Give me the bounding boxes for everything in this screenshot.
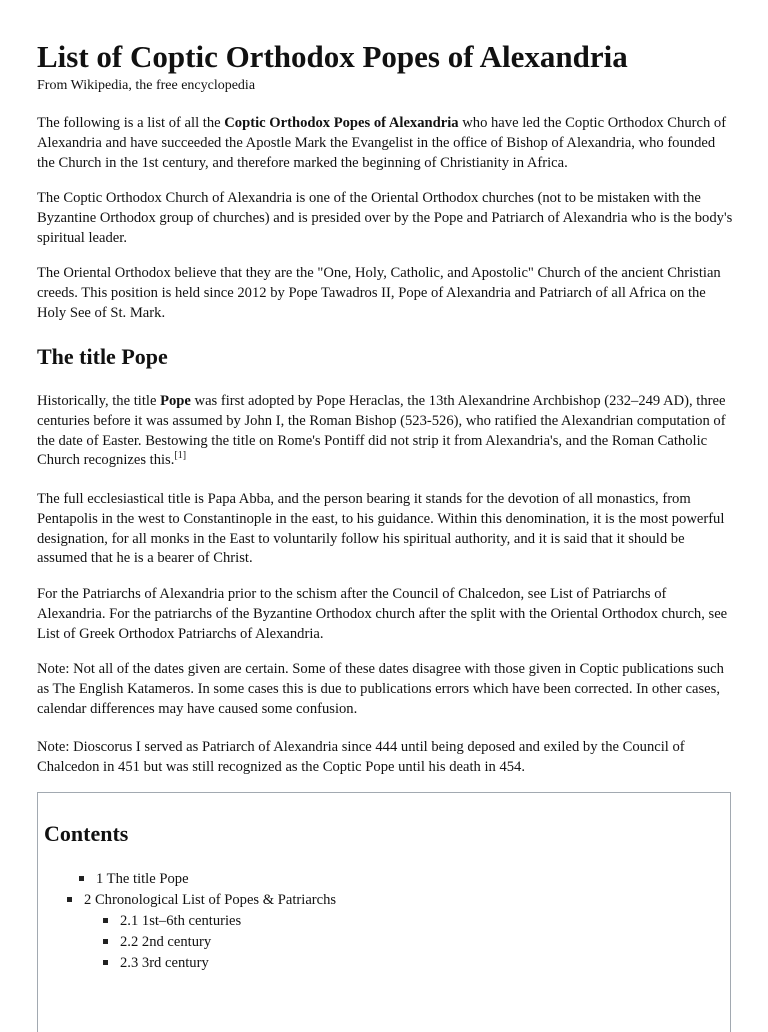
page-subtitle: From Wikipedia, the free encyclopedia [37,78,256,93]
title-pope-paragraph-5: Note: Dioscorus I served as Patriarch of Alexandria since 444 until being deposed and exiled by the Council of Chalcedon in 451 but was still recognized as the Coptic Pope until his death in 454. [37,739,685,775]
intro-paragraph-1 [37,114,733,173]
intro-bold-term: Coptic Orthodox Popes of Alexandria [224,115,459,131]
toc-subitem[interactable] [120,911,241,931]
bold-term-pope: Pope [160,393,191,409]
toc-title: Contents [44,821,129,846]
intro-paragraph-3: The Oriental Orthodox believe that they are the "One, Holy, Catholic, and Apostolic" Church of the ancient Christian creeds. This position is held since 2012 by Pope Tawadros II, Pope of Alexandria and Patriarch of all Africa on the Holy See of St. Mark. [37,265,721,321]
title-pope-paragraph-3: For the Patriarchs of Alexandria prior to the schism after the Council of Chalcedon, see List of Patriarchs of Alexandria. For the patriarchs of the Byzantine Orthodox church after the split with the Oriental Orthodox church, see List of Greek Orthodox Patriarchs of Alexandria. [37,586,728,642]
intro-paragraph-2: The Coptic Orthodox Church of Alexandria is one of the Oriental Orthodox churches (not to be mistaken with the Byzantine Orthodox group of churches) and is presided over by the Pope and Patriarch of Alexandria who is the body's spiritual leader. [37,190,733,246]
toc-item-label: 2.2 2nd century [120,934,212,950]
page-title: List of Coptic Orthodox Popes of Alexandria [37,39,628,74]
paragraph-text: Historically, the title [37,393,161,409]
bullet-icon [79,876,84,881]
intro-text: who have led the Coptic Orthodox Church of Alexandria and have succeeded the Apostle Mark the Evangelist in the office of Bishop of Alexandria, who founded the Church in the 1st century, and therefore marked the beginning of Christianity in Africa. [37,115,727,171]
title-pope-paragraph-1 [37,392,733,471]
toc-item[interactable] [96,869,189,889]
title-pope-paragraph-4: Note: Not all of the dates given are certain. Some of these dates disagree with those given in Coptic publications such as The English Katameros. In some cases this is due to publications errors which have been corrected. In other cases, calendar differences may have caused some confusion. [37,661,724,717]
reference-link[interactable]: [1] [174,450,187,462]
title-pope-paragraph-2: The full ecclesiastical title is Papa Abba, and the person bearing it stands for the devotion of all monastics, from Pentapolis in the west to Constantinople in the east, to his guidance. Within this denomination, it is the most powerful designation, for all monks in the East to voluntarily follow his spiritual authority, and it is said that it should be assumed that he is a bearer of Christ. [37,491,725,567]
toc-item-label: 2 Chronological List of Popes & Patriarchs [84,892,337,908]
section-heading-title-pope: The title Pope [37,344,168,369]
toc-item-label: 1 The title Pope [96,871,189,887]
paragraph-text: was first adopted by Pope Heraclas, the 13th Alexandrine Archbishop (232–249 AD), three centuries before it was assumed by John I, the Roman Bishop (523-526), who ratified the Alexandrian computation of the date of Easter. Bestowing the title on Rome's Pontiff did not strip it from Alexandria's, and the Roman Catholic Church recognizes this. [37,393,726,469]
toc-subitem[interactable] [120,932,211,952]
toc-subitem[interactable] [120,953,209,973]
toc-item-label: 2.3 3rd century [120,955,209,971]
bullet-icon [103,918,108,923]
bullet-icon [67,897,72,902]
bullet-icon [103,960,108,965]
bullet-icon [103,939,108,944]
table-of-contents [37,792,731,1032]
intro-text: The following is a list of all the [37,115,225,131]
toc-item[interactable] [84,890,336,910]
toc-item-label: 2.1 1st–6th centuries [120,913,242,929]
